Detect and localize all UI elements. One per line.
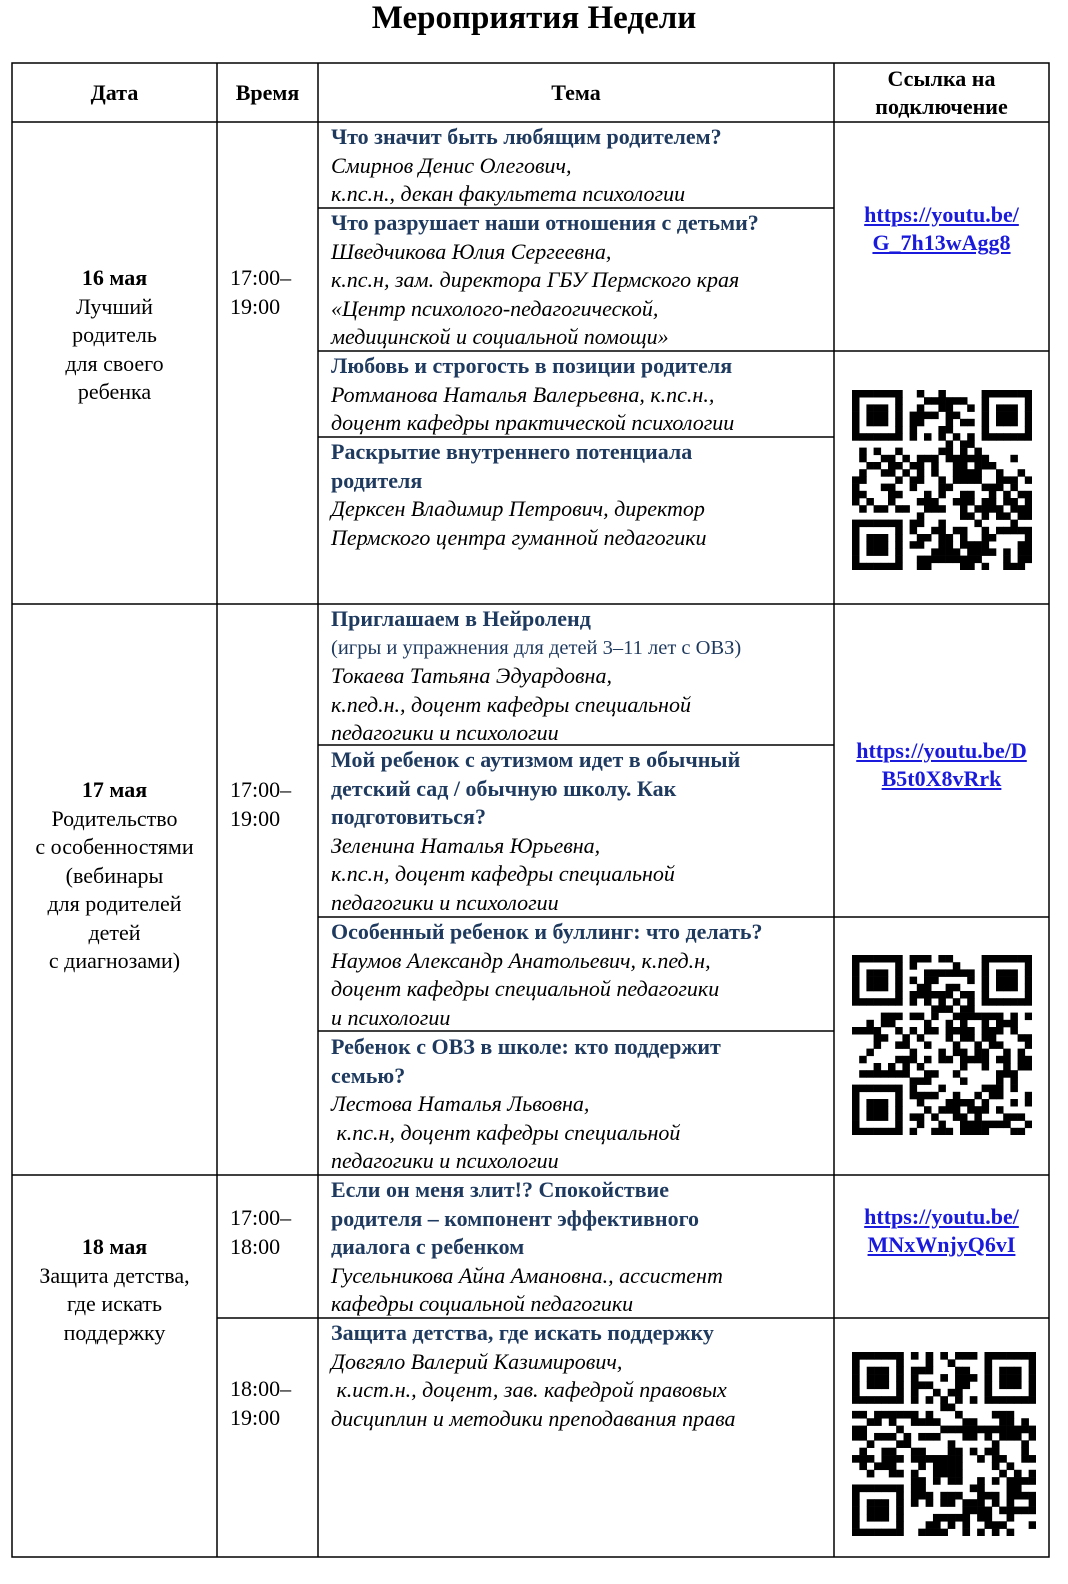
topic-cell [318, 209, 834, 352]
topic-title: Если он меня злит!? Спокойствие [331, 1177, 669, 1202]
topic-cell [318, 1033, 834, 1176]
stream-link-day3[interactable] [834, 1203, 1049, 1259]
date-caption-line: Родительство [51, 805, 178, 831]
time-start: 17:00– [230, 1205, 292, 1230]
speaker-line: педагогики и психологии [331, 720, 559, 745]
topic-title: родителя [331, 467, 423, 493]
date-caption-line: Защита детства, [39, 1262, 190, 1288]
speaker-line: к.пс.н, зам. директора ГБУ Пермского края [331, 267, 740, 292]
topic-title: Что разрушает наши отношения с детьми? [331, 210, 759, 235]
qr-code-icon [852, 390, 1032, 570]
topic-title: диалога с ребенком [331, 1234, 525, 1259]
topic-cell [318, 123, 834, 209]
time-end: 18:00 [230, 1233, 281, 1259]
date-caption-line: с особенностями [35, 834, 194, 859]
topic-note: (игры и упражнения для детей 3–11 лет с ОВЗ) [331, 636, 742, 659]
qr-code-icon [852, 1352, 1036, 1536]
speaker-line: к.ист.н., доцент, зав. кафедрой правовых [331, 1377, 727, 1402]
link-line[interactable]: https://youtu.be/D [856, 738, 1027, 763]
topic-title: родителя – компонент эффективного [331, 1205, 700, 1231]
topic-cell [318, 605, 834, 748]
date-caption-line: где искать [66, 1291, 163, 1316]
speaker-line: Лестова Наталья Львовна, [331, 1091, 590, 1116]
topic-title: семью? [331, 1062, 406, 1088]
speaker-line: педагогики и психологии [331, 889, 559, 915]
page-title: Мероприятия Недели [371, 0, 697, 36]
date-cell-day2 [12, 776, 217, 976]
time-cell-slot2 [217, 1375, 318, 1432]
speaker-line: Гусельникова Айна Амановна., ассистент [331, 1262, 723, 1288]
date-caption-line: Лучший [76, 293, 153, 319]
time-end: 19:00 [230, 1404, 281, 1430]
header-link [834, 63, 1049, 122]
topic-title: Раскрытие внутреннего потенциала [331, 439, 693, 464]
date-caption-line: для своего [65, 350, 164, 376]
date-caption-line: (вебинары [65, 862, 164, 888]
topic-title: подготовиться? [331, 804, 486, 829]
date-caption-line: детей [88, 919, 141, 945]
date-caption-line: поддержку [63, 1319, 166, 1345]
topic-title: детский сад / обычную школу. Как [331, 775, 677, 801]
time-end: 19:00 [230, 293, 281, 319]
topic-cell [318, 746, 834, 917]
date-caption-line: с диагнозами) [48, 948, 181, 973]
speaker-line: Зеленина Наталья Юрьевна, [331, 832, 601, 858]
time-cell-day1 [217, 264, 318, 321]
speaker-line: Ротманова Наталья Валерьевна, к.пс.н., [331, 381, 715, 407]
topic-title: Что значит быть любящим родителем? [331, 124, 722, 149]
topic-cell [318, 1176, 834, 1319]
time-cell-slot1 [217, 1204, 318, 1261]
speaker-line: доцент кафедры практической психологии [331, 410, 735, 435]
link-line[interactable]: B5t0X8vRrk [881, 766, 1002, 791]
link-line[interactable]: MNxWnjyQ6vI [867, 1232, 1016, 1257]
speaker-line: педагогики и психологии [331, 1148, 559, 1173]
time-start: 17:00– [230, 777, 292, 802]
date-caption-line: ребенка [77, 379, 152, 404]
speaker-line: Довгяло Валерий Казимирович, [331, 1348, 623, 1374]
date-caption-line: для родителей [47, 891, 182, 916]
topic-cell [318, 1319, 834, 1433]
speaker-line: Смирнов Денис Олегович, [331, 152, 572, 178]
speaker-line: кафедры социальной педагогики [331, 1291, 634, 1316]
date-label: 16 мая [81, 265, 148, 290]
header-time: Время [235, 79, 300, 105]
header-link-line1: Ссылка на [887, 65, 996, 91]
speaker-line: к.пед.н., доцент кафедры специальной [331, 691, 691, 717]
link-line[interactable]: G_7h13wAgg8 [872, 230, 1011, 255]
topic-cell [318, 352, 834, 438]
topic-title: Защита детства, где искать поддержку [331, 1320, 714, 1345]
speaker-line: медицинской и социальной помощи» [331, 324, 669, 349]
speaker-line: Пермского центра гуманной педагогики [331, 524, 707, 550]
date-cell-day1 [12, 264, 217, 407]
link-line[interactable]: https://youtu.be/ [864, 1204, 1019, 1229]
date-label: 18 мая [81, 1234, 148, 1259]
speaker-line: Токаева Татьяна Эдуардовна, [331, 663, 612, 688]
topic-title: Особенный ребенок и буллинг: что делать? [331, 919, 763, 944]
topic-title: Мой ребенок с аутизмом идет в обычный [331, 747, 741, 772]
speaker-line: Наумов Александр Анатольевич, к.пед.н, [331, 947, 711, 973]
speaker-line: к.пс.н., декан факультета психологии [331, 181, 686, 206]
date-cell-day3 [12, 1233, 217, 1347]
speaker-line: Шведчикова Юлия Сергеевна, [331, 238, 612, 264]
speaker-line: к.пс.н, доцент кафедры специальной [331, 1119, 681, 1145]
topic-title: Любовь и строгость в позиции родителя [331, 353, 733, 378]
speaker-line: и психологии [331, 1004, 451, 1030]
speaker-line: доцент кафедры специальной педагогики [331, 976, 720, 1001]
time-cell-day2 [217, 776, 318, 833]
time-start: 18:00– [230, 1376, 292, 1401]
speaker-line: к.пс.н, доцент кафедры специальной [331, 861, 675, 886]
speaker-line: Дерксен Владимир Петрович, директор [331, 496, 705, 521]
topic-cell [318, 918, 834, 1032]
qr-code-icon [852, 955, 1032, 1135]
stream-link-day1[interactable] [834, 201, 1049, 257]
header-link-line2: подключение [875, 93, 1008, 119]
speaker-line: «Центр психолого-педагогической, [331, 295, 659, 321]
topic-title: Приглашаем в Нейроленд [331, 606, 591, 631]
link-line[interactable]: https://youtu.be/ [864, 202, 1019, 227]
header-date: Дата [90, 79, 139, 105]
date-label: 17 мая [81, 777, 148, 802]
stream-link-day2[interactable] [834, 737, 1049, 793]
date-caption-line: родитель [72, 322, 157, 347]
header-topic: Тема [551, 79, 601, 105]
time-start: 17:00– [230, 265, 292, 290]
speaker-line: дисциплин и методики преподавания права [331, 1405, 736, 1431]
topic-title: Ребенок с ОВЗ в школе: кто поддержит [331, 1034, 721, 1059]
topic-cell [318, 438, 834, 552]
time-end: 19:00 [230, 805, 281, 831]
